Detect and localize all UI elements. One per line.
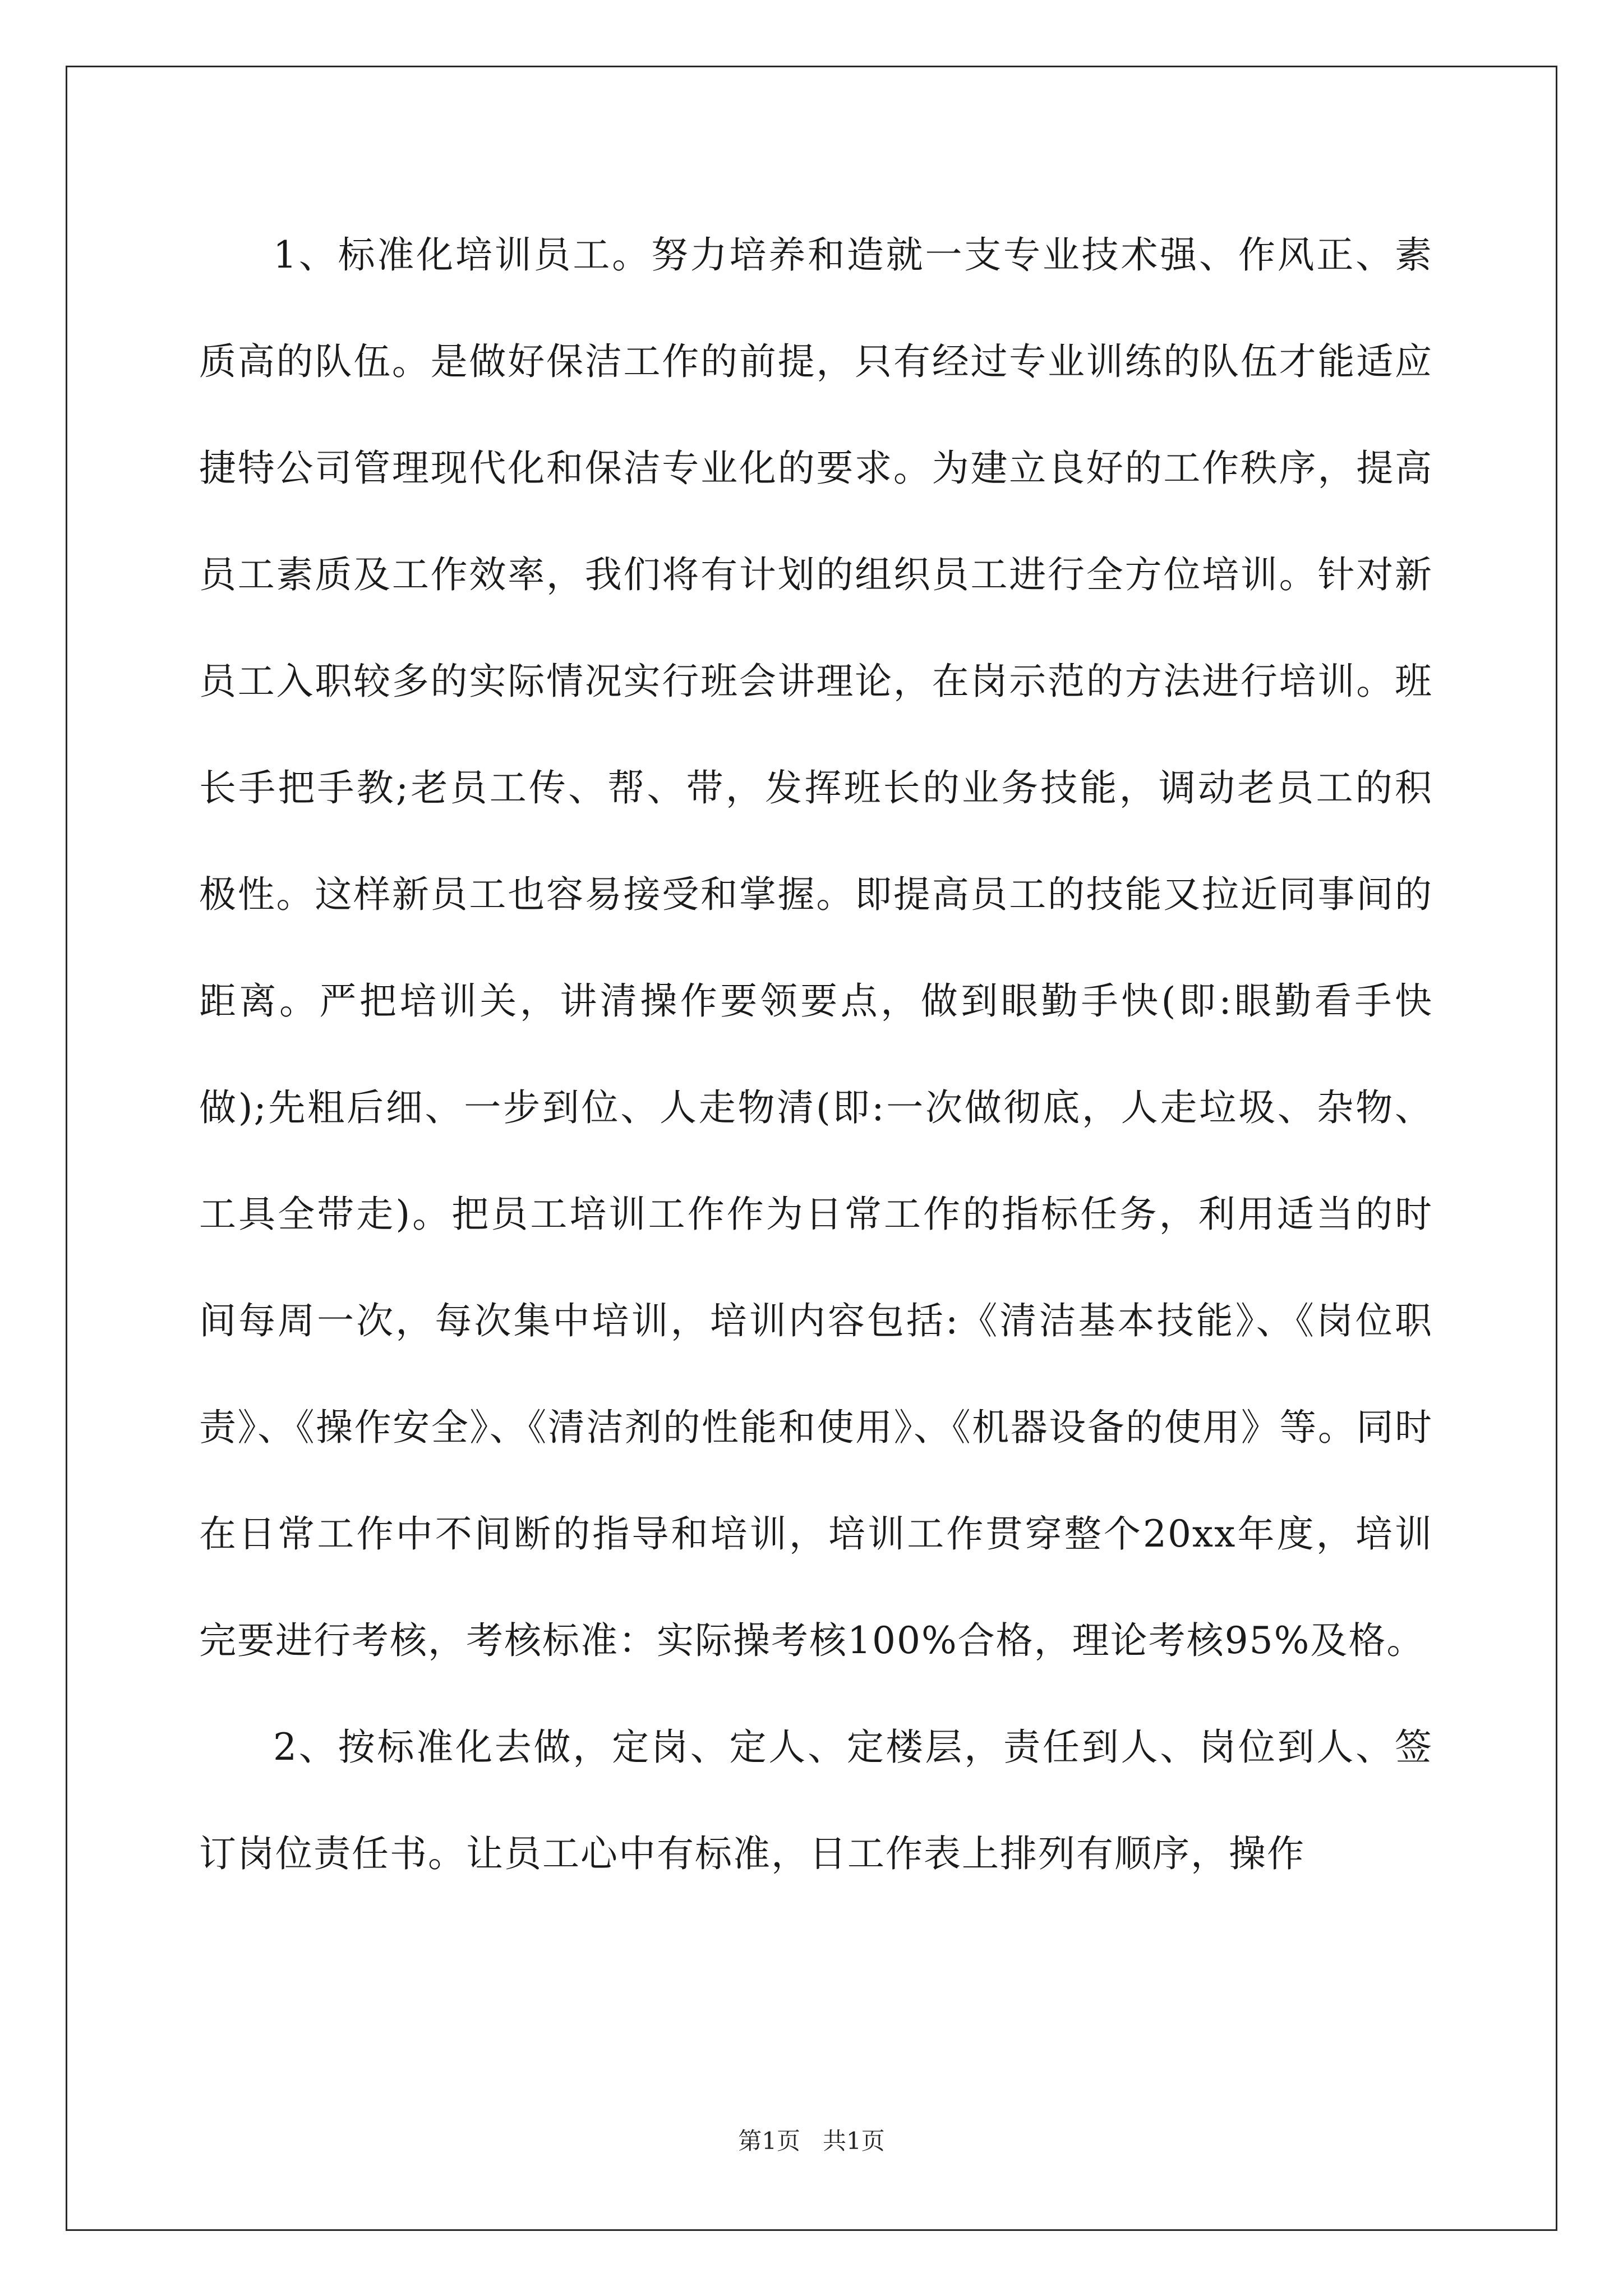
paragraph-standardization: 2、按标准化去做，定岗、定人、定楼层，责任到人、岗位到人、签订岗位责任书。让员工心中有标准，日工作表上排列有顺序，操作	[199, 1726, 1433, 1875]
document-body	[199, 202, 1433, 1907]
page-total: 共1页	[823, 2127, 885, 2155]
page-footer	[0, 2127, 1623, 2155]
page-number: 第1页	[738, 2127, 800, 2155]
paragraph-training: 1、标准化培训员工。努力培养和造就一支专业技术强、作风正、素质高的队伍。是做好保洁工作的前提，只有经过专业训练的队伍才能适应捷特公司管理现代化和保洁专业化的要求。为建立良好的工作秩序，提高员工素质及工作效率，我们将有计划的组织员工进行全方位培训。针对新员工入职较多的实际情况实行班会讲理论，在岗示范的方法进行培训。班长手把手教;老员工传、帮、带，发挥班长的业务技能，调动老员工的积极性。这样新员工也容易接受和掌握。即提高员工的技能又拉近同事间的距离。严把培训关，讲清操作要领要点，做到眼勤手快(即:眼勤看手快做);先粗后细、一步到位、人走物清(即:一次做彻底，人走垃圾、杂物、工具全带走)。把员工培训工作作为日常工作的指标任务，利用适当的时间每周一次，每次集中培训，培训内容包括:《清洁基本技能》、《岗位职责》、《操作安全》、《清洁剂的性能和使用》、《机器设备的使用》等。同时在日常工作中不间断的指导和培训，培训工作贯穿整个20xx年度，培训完要进行考核，考核标准：实际操考核100%合格，理论考核95%及格。	[199, 233, 1433, 1662]
